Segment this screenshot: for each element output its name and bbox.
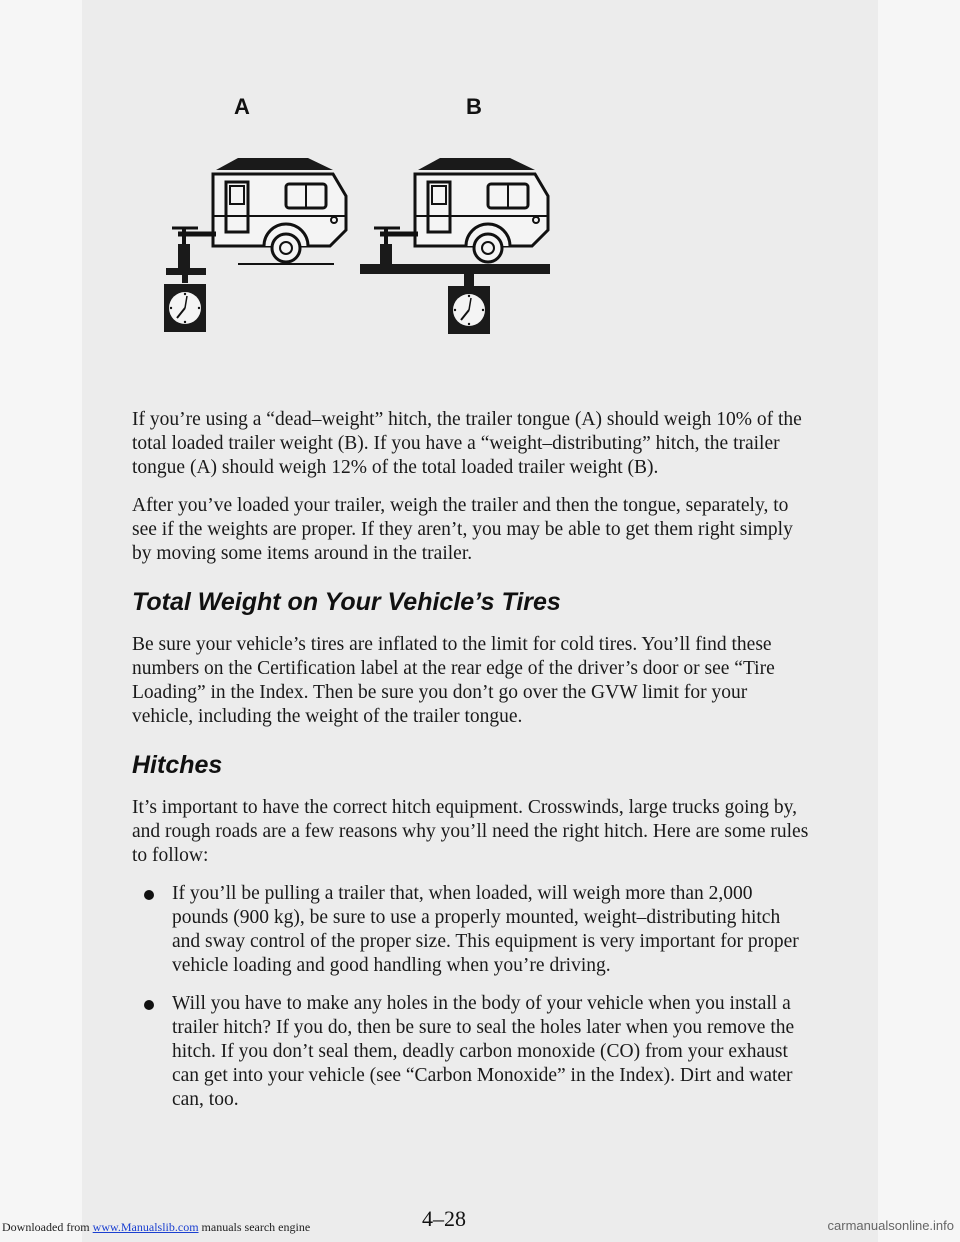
trailer-weighing-figure: [158, 88, 558, 348]
source-prefix: Downloaded from: [2, 1220, 93, 1234]
heading-total-weight: Total Weight on Your Vehicle’s Tires: [132, 588, 561, 616]
paragraph-tire-limits: Be sure your vehicle’s tires are inflated to the limit for cold tires. You’ll find these numbers on the Certification label at the rear edge of the driver’s door or see “Tire Loading” in the Index. Then be sure you don’t go over the GVW limit for your vehicle, including the weight of the trailer tongue.: [132, 634, 775, 727]
figure-label-b: B: [466, 94, 482, 119]
watermark: carmanualsonline.info: [827, 1218, 954, 1233]
paragraph-weigh-trailer: After you’ve loaded your trailer, weigh the trailer and then the tongue, separately, to see if the weights are proper. If they aren’t, you may be able to get them right simply by moving some items around in the trailer.: [132, 495, 793, 564]
source-note: [2, 1220, 310, 1235]
page-content: [132, 408, 812, 1126]
paragraph-hitch-weight: If you’re using a “dead–weight” hitch, the trailer tongue (A) should weigh 10% of the total loaded trailer weight (B). If you have a “weight–distributing” hitch, the trailer tongue (A) should weigh 12% of the total loaded trailer weight (B).: [132, 409, 802, 478]
manual-page: [82, 0, 878, 1242]
trailer-illustration: [158, 88, 558, 348]
source-suffix: manuals search engine: [198, 1220, 311, 1234]
bullet-icon: [144, 890, 154, 900]
right-margin: [878, 0, 960, 1242]
left-margin: [0, 0, 82, 1242]
manualslib-link[interactable]: www.Manualslib.com: [92, 1220, 199, 1234]
list-item-text: If you’ll be pulling a trailer that, when loaded, will weigh more than 2,000 pounds (900 kg), be sure to use a properly mounted, weight–distributing hitch and sway control of the proper size. This equipment is very important for proper vehicle loading and good handling when you’re driving.: [172, 883, 799, 976]
page-number: 4–28: [422, 1206, 466, 1231]
heading-hitches: Hitches: [132, 751, 223, 779]
bullet-icon: [144, 1000, 154, 1010]
list-item: [132, 992, 812, 1112]
paragraph-hitch-equipment: It’s important to have the correct hitch equipment. Crosswinds, large trucks going by, and rough roads are a few reasons why you’ll need the right hitch. Here are some rules to follow:: [132, 797, 809, 866]
list-item-text: Will you have to make any holes in the body of your vehicle when you install a trailer hitch? If you do, then be sure to seal the holes later when you remove the hitch. If you don’t seal them, deadly carbon monoxide (CO) from your exhaust can get into your vehicle (see “Carbon Monoxide” in the Index). Dirt and water can, too.: [172, 993, 795, 1110]
list-item: [132, 882, 812, 978]
figure-label-a: A: [234, 94, 250, 119]
hitch-rules-list: [132, 882, 812, 1112]
